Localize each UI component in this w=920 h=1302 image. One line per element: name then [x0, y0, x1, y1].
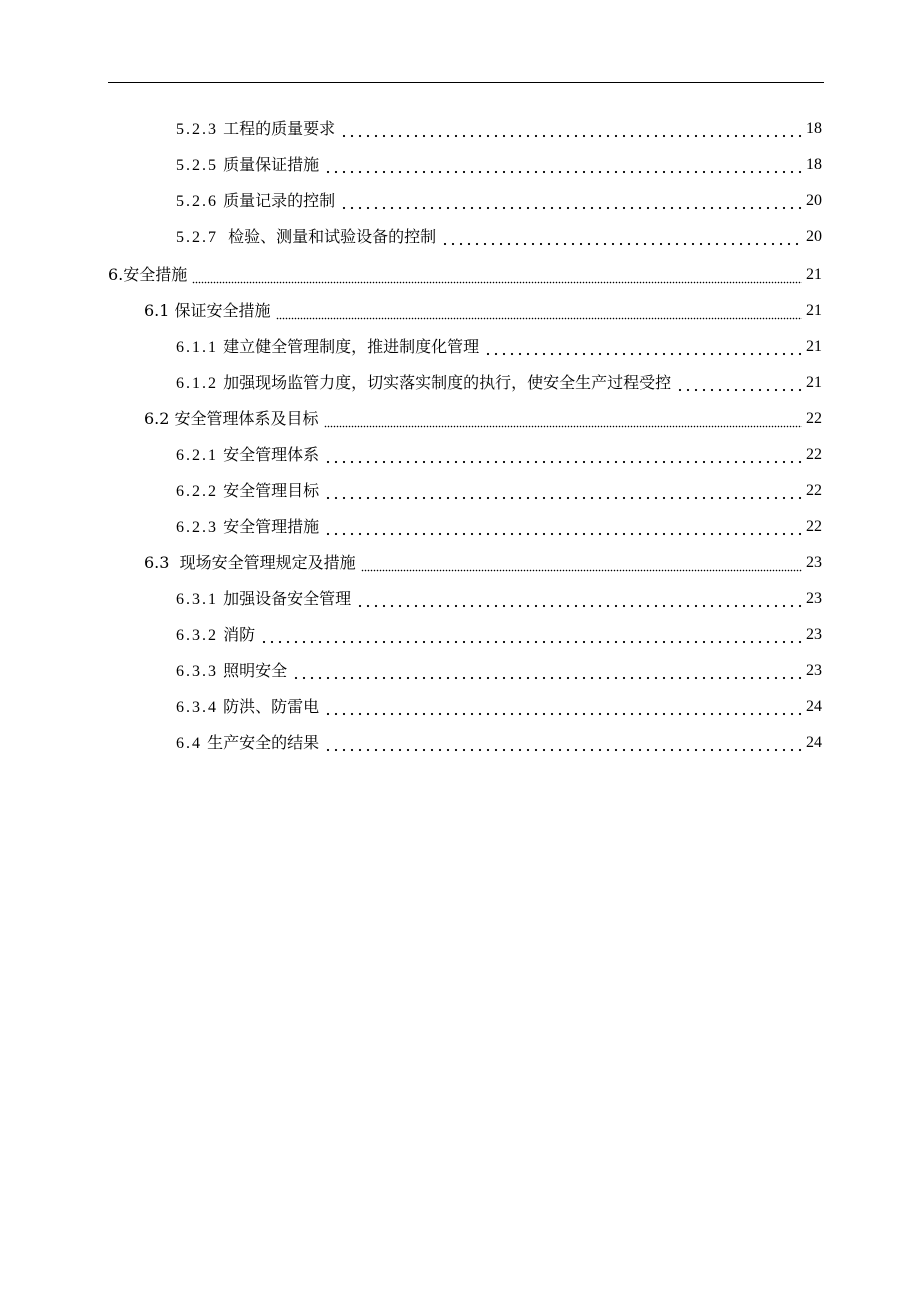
toc-entry-label: 6.2.3 安全管理措施 [176, 516, 320, 536]
header-rule [108, 82, 824, 83]
toc-page-number: 21 [806, 338, 822, 355]
toc-entry-label: 5.2.7 检验、测量和试验设备的控制 [176, 226, 437, 246]
toc-entry-label: 6.3.1 加强设备安全管理 [176, 588, 352, 608]
toc-page-number: 23 [806, 626, 822, 643]
toc-page-number: 23 [806, 554, 822, 571]
toc-entry-5-2-7[interactable] [176, 220, 822, 254]
toc-entry-label: 6.2.2 安全管理目标 [176, 480, 320, 500]
dot-leader [324, 410, 802, 428]
toc-entry-label: 6.1.1 建立健全管理制度，推进制度化管理 [176, 336, 480, 356]
toc-entry-6-3-2[interactable] [176, 618, 822, 652]
toc-entry-label: 5.2.3 工程的质量要求 [176, 118, 336, 138]
dot-leader [324, 698, 802, 716]
toc-entry-6-4[interactable] [176, 726, 822, 760]
toc-entry-label: 6.3.2 消防 [176, 624, 256, 644]
dot-leader [192, 266, 802, 284]
toc-entry-label: 5.2.5 质量保证措施 [176, 154, 320, 174]
toc-entry-label: 6.3 现场安全管理规定及措施 [144, 553, 356, 572]
dot-leader [340, 192, 802, 210]
dot-leader [324, 156, 802, 174]
toc-entry-6-1-1[interactable] [176, 330, 822, 364]
toc-page-number: 24 [806, 698, 822, 715]
toc-entry-label: 6.2 安全管理体系及目标 [144, 409, 319, 428]
dot-leader [260, 626, 802, 644]
toc-entry-label: 6.3.4 防洪、防雷电 [176, 696, 320, 716]
dot-leader [441, 228, 802, 246]
dot-leader [676, 374, 802, 392]
dot-leader [484, 338, 802, 356]
toc-page-number: 22 [806, 518, 822, 535]
toc-entry-label: 6.安全措施 [108, 265, 188, 284]
dot-leader [340, 120, 802, 138]
toc-entry-6-2[interactable] [144, 402, 822, 436]
toc-page-number: 21 [806, 302, 822, 319]
toc-entry-6[interactable] [108, 258, 822, 292]
toc-page-number: 23 [806, 590, 822, 607]
toc-page-number: 23 [806, 662, 822, 679]
toc-entry-6-2-1[interactable] [176, 438, 822, 472]
toc-entry-label: 6.2.1 安全管理体系 [176, 444, 320, 464]
toc-page-number: 24 [806, 734, 822, 751]
toc-entry-label: 6.3.3 照明安全 [176, 660, 288, 680]
toc-page-number: 22 [806, 410, 822, 427]
toc-entry-6-3-1[interactable] [176, 582, 822, 616]
toc-entry-5-2-5[interactable] [176, 148, 822, 182]
dot-leader [324, 446, 802, 464]
toc-entry-6-2-3[interactable] [176, 510, 822, 544]
dot-leader [276, 302, 802, 320]
toc-page-number: 22 [806, 446, 822, 463]
toc-page-number: 18 [806, 156, 822, 173]
toc-page-number: 22 [806, 482, 822, 499]
toc-page-number: 18 [806, 120, 822, 137]
toc-entry-label: 6.4 生产安全的结果 [176, 732, 320, 752]
toc-entry-6-1[interactable] [144, 294, 822, 328]
dot-leader [292, 662, 802, 680]
toc-entry-5-2-6[interactable] [176, 184, 822, 218]
dot-leader [361, 554, 802, 572]
toc-entry-6-3-4[interactable] [176, 690, 822, 724]
toc-page-number: 20 [806, 228, 822, 245]
dot-leader [324, 482, 802, 500]
toc-entry-6-1-2[interactable] [176, 366, 822, 400]
toc-page-number: 21 [806, 266, 822, 283]
dot-leader [356, 590, 802, 608]
toc-entry-label: 6.1 保证安全措施 [144, 301, 271, 320]
toc-entry-6-2-2[interactable] [176, 474, 822, 508]
dot-leader [324, 734, 802, 752]
toc-entry-6-3[interactable] [144, 546, 822, 580]
toc-page-number: 20 [806, 192, 822, 209]
dot-leader [324, 518, 802, 536]
toc-page-number: 21 [806, 374, 822, 391]
toc-entry-label: 5.2.6 质量记录的控制 [176, 190, 336, 210]
toc-entry-label: 6.1.2 加强现场监管力度，切实落实制度的执行，使安全生产过程受控 [176, 372, 672, 392]
toc-entry-6-3-3[interactable] [176, 654, 822, 688]
toc-entry-5-2-3[interactable] [176, 112, 822, 146]
